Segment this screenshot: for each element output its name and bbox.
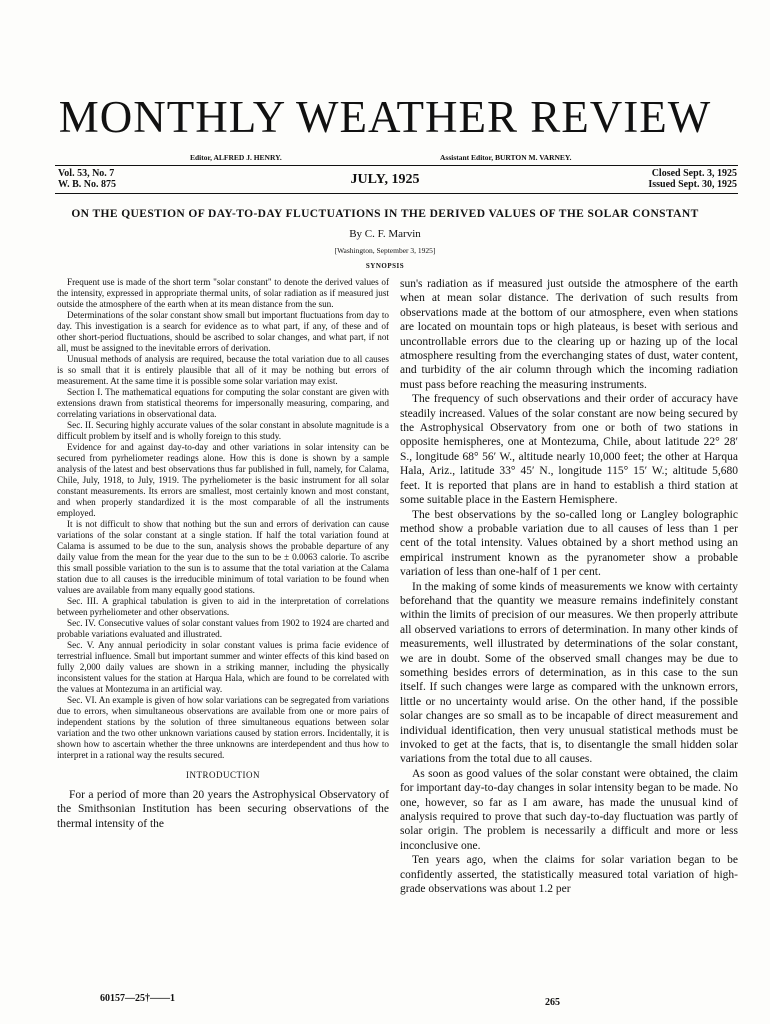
header-rule-top <box>55 165 738 166</box>
body-paragraph: As soon as good values of the solar constant were obtained, the claim for important day-to-day changes in solar intensity began to be made. No one, however, so far as I am aware, has made the unusual kind of analysis required to prove that such day-to-day fluctuation was partly of solar origin. The problem is necessarily a difficult and more or less inconclusive one. <box>400 767 738 852</box>
synopsis-paragraph: Evidence for and against day-to-day and other variations in solar intensity can be secured from pyrheliometer readings alone. How this is done is shown by a sample analysis of the latest and best observations thus far published in full, namely, for Calama, Chile, July, 1918, to July, 1919. The pyrheliometer is the basic instrument for all solar constant measurements. Its errors are smallest, most certainly known and most constant, and when properly standardized it is the most comparable of all the instruments employed. <box>57 442 389 518</box>
synopsis-paragraph: Sec. III. A graphical tabulation is given to aid in the interpretation of correlations between pyrheliometer and other observations. <box>57 596 389 617</box>
body-paragraph: In the making of some kinds of measurements we know with certainty beforehand that the quantity we measure remains indefinitely constant within the limits of precision of our measures. We then properly attribute all observed variations to errors of determination. In many other kinds of measurements, well illustrated by determinations of the solar constant, we are in doubt. Some of the observed small changes may be due to something besides errors of determination, as in this case to the sun itself. If such changes were large as compared with the unknown errors, little or no uncertainty would arise. On the other hand, if the possible solar changes are so small as to be incapable of direct measurement and individual identification, then very unusual statistical methods must be invoked to get at the facts, that is, to disentangle the small hidden solar variations from the total due to all causes. <box>400 580 738 766</box>
synopsis-paragraph: Frequent use is made of the short term "solar constant" to denote the derived values of the intensity, expressed in appropriate thermal units, of solar radiation as if measured just outside the atmosphere of the earth when at its mean distance from the sun. <box>57 277 389 309</box>
header-rule-bottom <box>55 193 738 194</box>
introduction-heading: INTRODUCTION <box>186 770 260 780</box>
synopsis-paragraph: It is not difficult to show that nothing but the sun and errors of derivation can cause variations of the solar constant at a single station. If half the total variation found at Calama is assumed to be due to the sun, analysis shows the probable departure of any daily value from the mean for the year due to the sun to be ± 0.0063 calorie. To ascribe this small possible variation to the sun is to assume that the total variation at the Calama station due to all causes is the irreducible minimum of total variation to be found when values are available from many equally good stations. <box>57 519 389 595</box>
body-paragraph: sun's radiation as if measured just outside the atmosphere of the earth when at mean solar distance. The derivation of such results from observations made at the bottom of our atmosphere, even when stations are located on mountain tops or high plateaus, is beset with serious and uncontrollable errors due to the clearing up or hazing up of the local atmosphere resulting from the everchanging states of dust, water content, and turbidity of the air column through which the incoming radiation must pass before reaching the measuring instruments. <box>400 278 738 391</box>
journal-title: MONTHLY WEATHER REVIEW <box>58 92 712 142</box>
assistant-editor-line: Assistant Editor, BURTON M. VARNEY. <box>440 153 572 162</box>
body-paragraph: The frequency of such observations and their order of accuracy have steadily increased. Values of the solar constant are now being secured by the Astrophysical Observatory from one or both of two stations in opposite hemispheres, one at Montezuma, Chile, about latitude 22° 28′ S., longitude 68° 56′ W., altitude nearly 10,000 feet; the other at Harqua Hala, Ariz., latitude 33° 45′ N., longitude 115° 15′ W.; altitude 5,680 feet. It is reported that plans are in hand to establish a third station at some suitable place in the Eastern Hemisphere. <box>400 393 738 507</box>
issue-date: JULY, 1925 <box>350 172 420 187</box>
synopsis-paragraph: Sec. II. Securing highly accurate values of the solar constant in absolute magnitude is a difficult problem by itself and is wholly foreign to this study. <box>57 420 389 441</box>
dateline: [Washington, September 3, 1925] <box>334 246 436 255</box>
synopsis-heading: SYNOPSIS <box>365 262 405 270</box>
editor-line: Editor, ALFRED J. HENRY. <box>190 153 282 162</box>
page-number: 265 <box>545 997 560 1008</box>
issued-date: Issued Sept. 30, 1925 <box>648 179 737 190</box>
right-column <box>400 277 738 896</box>
synopsis-paragraph: Determinations of the solar constant show small but important fluctuations from day to day. This investigation is a search for evidence as to what part, if any, of these and of other short-period fluctuations, should be ascribed to solar changes, and what part, if not all, must be assigned to the inevitable errors of derivation. <box>57 310 389 353</box>
body-paragraph: Ten years ago, when the claims for solar variation began to be confidently asserted, the statistically measured total variation of high-grade observations was about 1.2 per <box>400 854 738 896</box>
body-paragraph: The best observations by the so-called long or Langley bolographic method show a probable variation due to all causes of less than 1 per cent of the total intensity. Values obtained by a short method using an empirical instrument known as the pyranometer show a probable variation of less than one-half of 1 per cent. <box>400 508 738 579</box>
left-column <box>57 277 389 831</box>
intro-paragraph: For a period of more than 20 years the Astrophysical Observatory of the Smithsonian Institution has been securing observations of the thermal intensity of the <box>57 789 389 830</box>
byline: By C. F. Marvin <box>349 228 421 240</box>
synopsis-paragraph: Sec. V. Any annual periodicity in solar constant values is prima facie evidence of terrestrial influence. Small but important summer and winter effects of this kind based on fully 2,000 daily values are shown in a striking manner, including the physically inconsistent values for the station at Harqua Hala, which are found to be correlated with the values at Montezuma in an artificial way. <box>57 640 389 694</box>
synopsis-paragraph: Sec. VI. An example is given of how solar variations can be segregated from variations due to errors, when simultaneous observations are available from one or more pairs of independent stations by the solution of three simultaneous equations between solar variation and the two other unknown variations caused by station errors. Incidentally, it is shown how to ascertain whether the three unknowns are interdependent and thus how to interpret in a rational way the results secured. <box>57 695 389 760</box>
dates-block <box>648 168 737 190</box>
print-code: 60157—25†——1 <box>100 993 175 1004</box>
synopsis-paragraph: Sec. IV. Consecutive values of solar constant values from 1902 to 1924 are charted and probable variations evaluated and illustrated. <box>57 618 389 639</box>
wb-number: W. B. No. 875 <box>58 179 116 190</box>
synopsis-paragraph: Section I. The mathematical equations for computing the solar constant are given with extensions drawn from statistical theorems for impersonally measuring, comparing, and correlating variations in observational data. <box>57 387 389 419</box>
synopsis-paragraph: Unusual methods of analysis are required, because the total variation due to all causes is so small that it is entirely plausible that all of it may be nothing but errors of measurement. At the same time it is possible some solar variation may exist. <box>57 354 389 386</box>
article-title: ON THE QUESTION OF DAY-TO-DAY FLUCTUATIONS IN THE DERIVED VALUES OF THE SOLAR CONSTANT <box>71 208 699 220</box>
volume-number: Vol. 53, No. 7 <box>58 168 115 179</box>
closed-date: Closed Sept. 3, 1925 <box>651 168 737 179</box>
